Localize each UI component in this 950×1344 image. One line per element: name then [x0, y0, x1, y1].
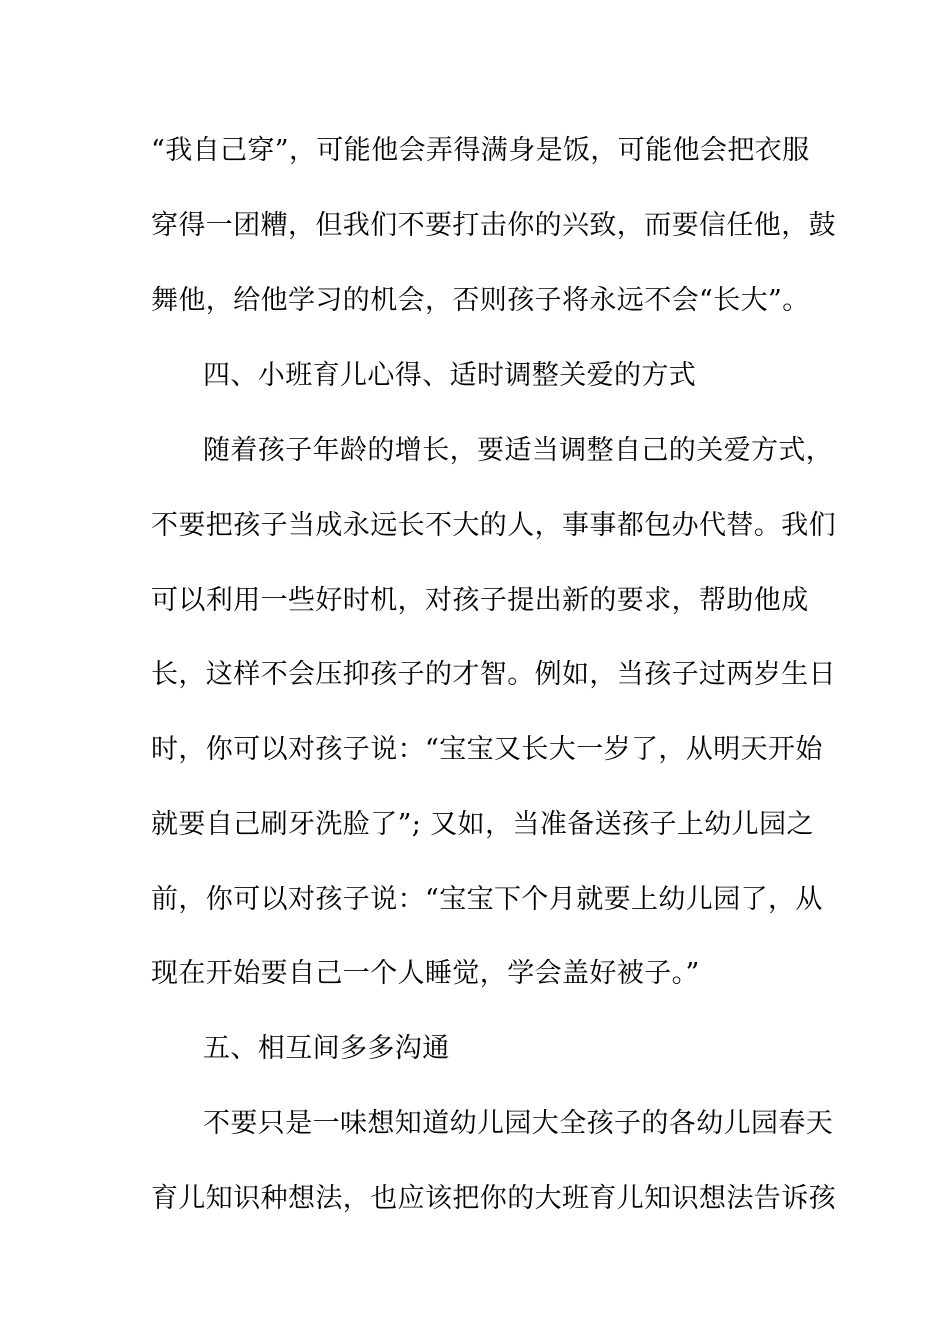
paragraph-line: 长，这样不会压抑孩子的才智。例如，当孩子过两岁生日 — [151, 659, 836, 690]
paragraph-line: 前，你可以对孩子说：“宝宝下个月就要上幼儿园了，从 — [151, 884, 823, 915]
paragraph-line: 就要自己刷牙洗脸了”; 又如，当准备送孩子上幼儿园之 — [151, 809, 814, 840]
paragraph-line: 可以利用一些好时机，对孩子提出新的要求，帮助他成 — [151, 585, 809, 616]
paragraph-line: 现在开始要自己一个人睡觉，学会盖好被子。” — [151, 958, 700, 989]
section-heading: 五、相互间多多沟通 — [203, 1033, 450, 1064]
paragraph-line: 随着孩子年龄的增长，要适当调整自己的关爱方式， — [203, 435, 834, 466]
paragraph-line: 育儿知识种想法，也应该把你的大班育儿知识想法告诉孩 — [151, 1183, 836, 1214]
paragraph-line: 不要只是一味想知道幼儿园大全孩子的各幼儿园春天 — [203, 1108, 834, 1139]
paragraph-line: 穿得一团糟，但我们不要打击你的兴致，而要信任他，鼓 — [151, 210, 836, 241]
paragraph-line: “我自己穿”，可能他会弄得满身是饭，可能他会把衣服 — [151, 135, 810, 166]
paragraph-line: 不要把孩子当成永远长不大的人，事事都包办代替。我们 — [151, 510, 836, 541]
section-heading: 四、小班育儿心得、适时调整关爱的方式 — [203, 360, 697, 391]
paragraph-line: 时，你可以对孩子说：“宝宝又长大一岁了，从明天开始 — [151, 734, 823, 765]
paragraph-line: 舞他，给他学习的机会，否则孩子将永远不会“长大”。 — [151, 285, 810, 316]
